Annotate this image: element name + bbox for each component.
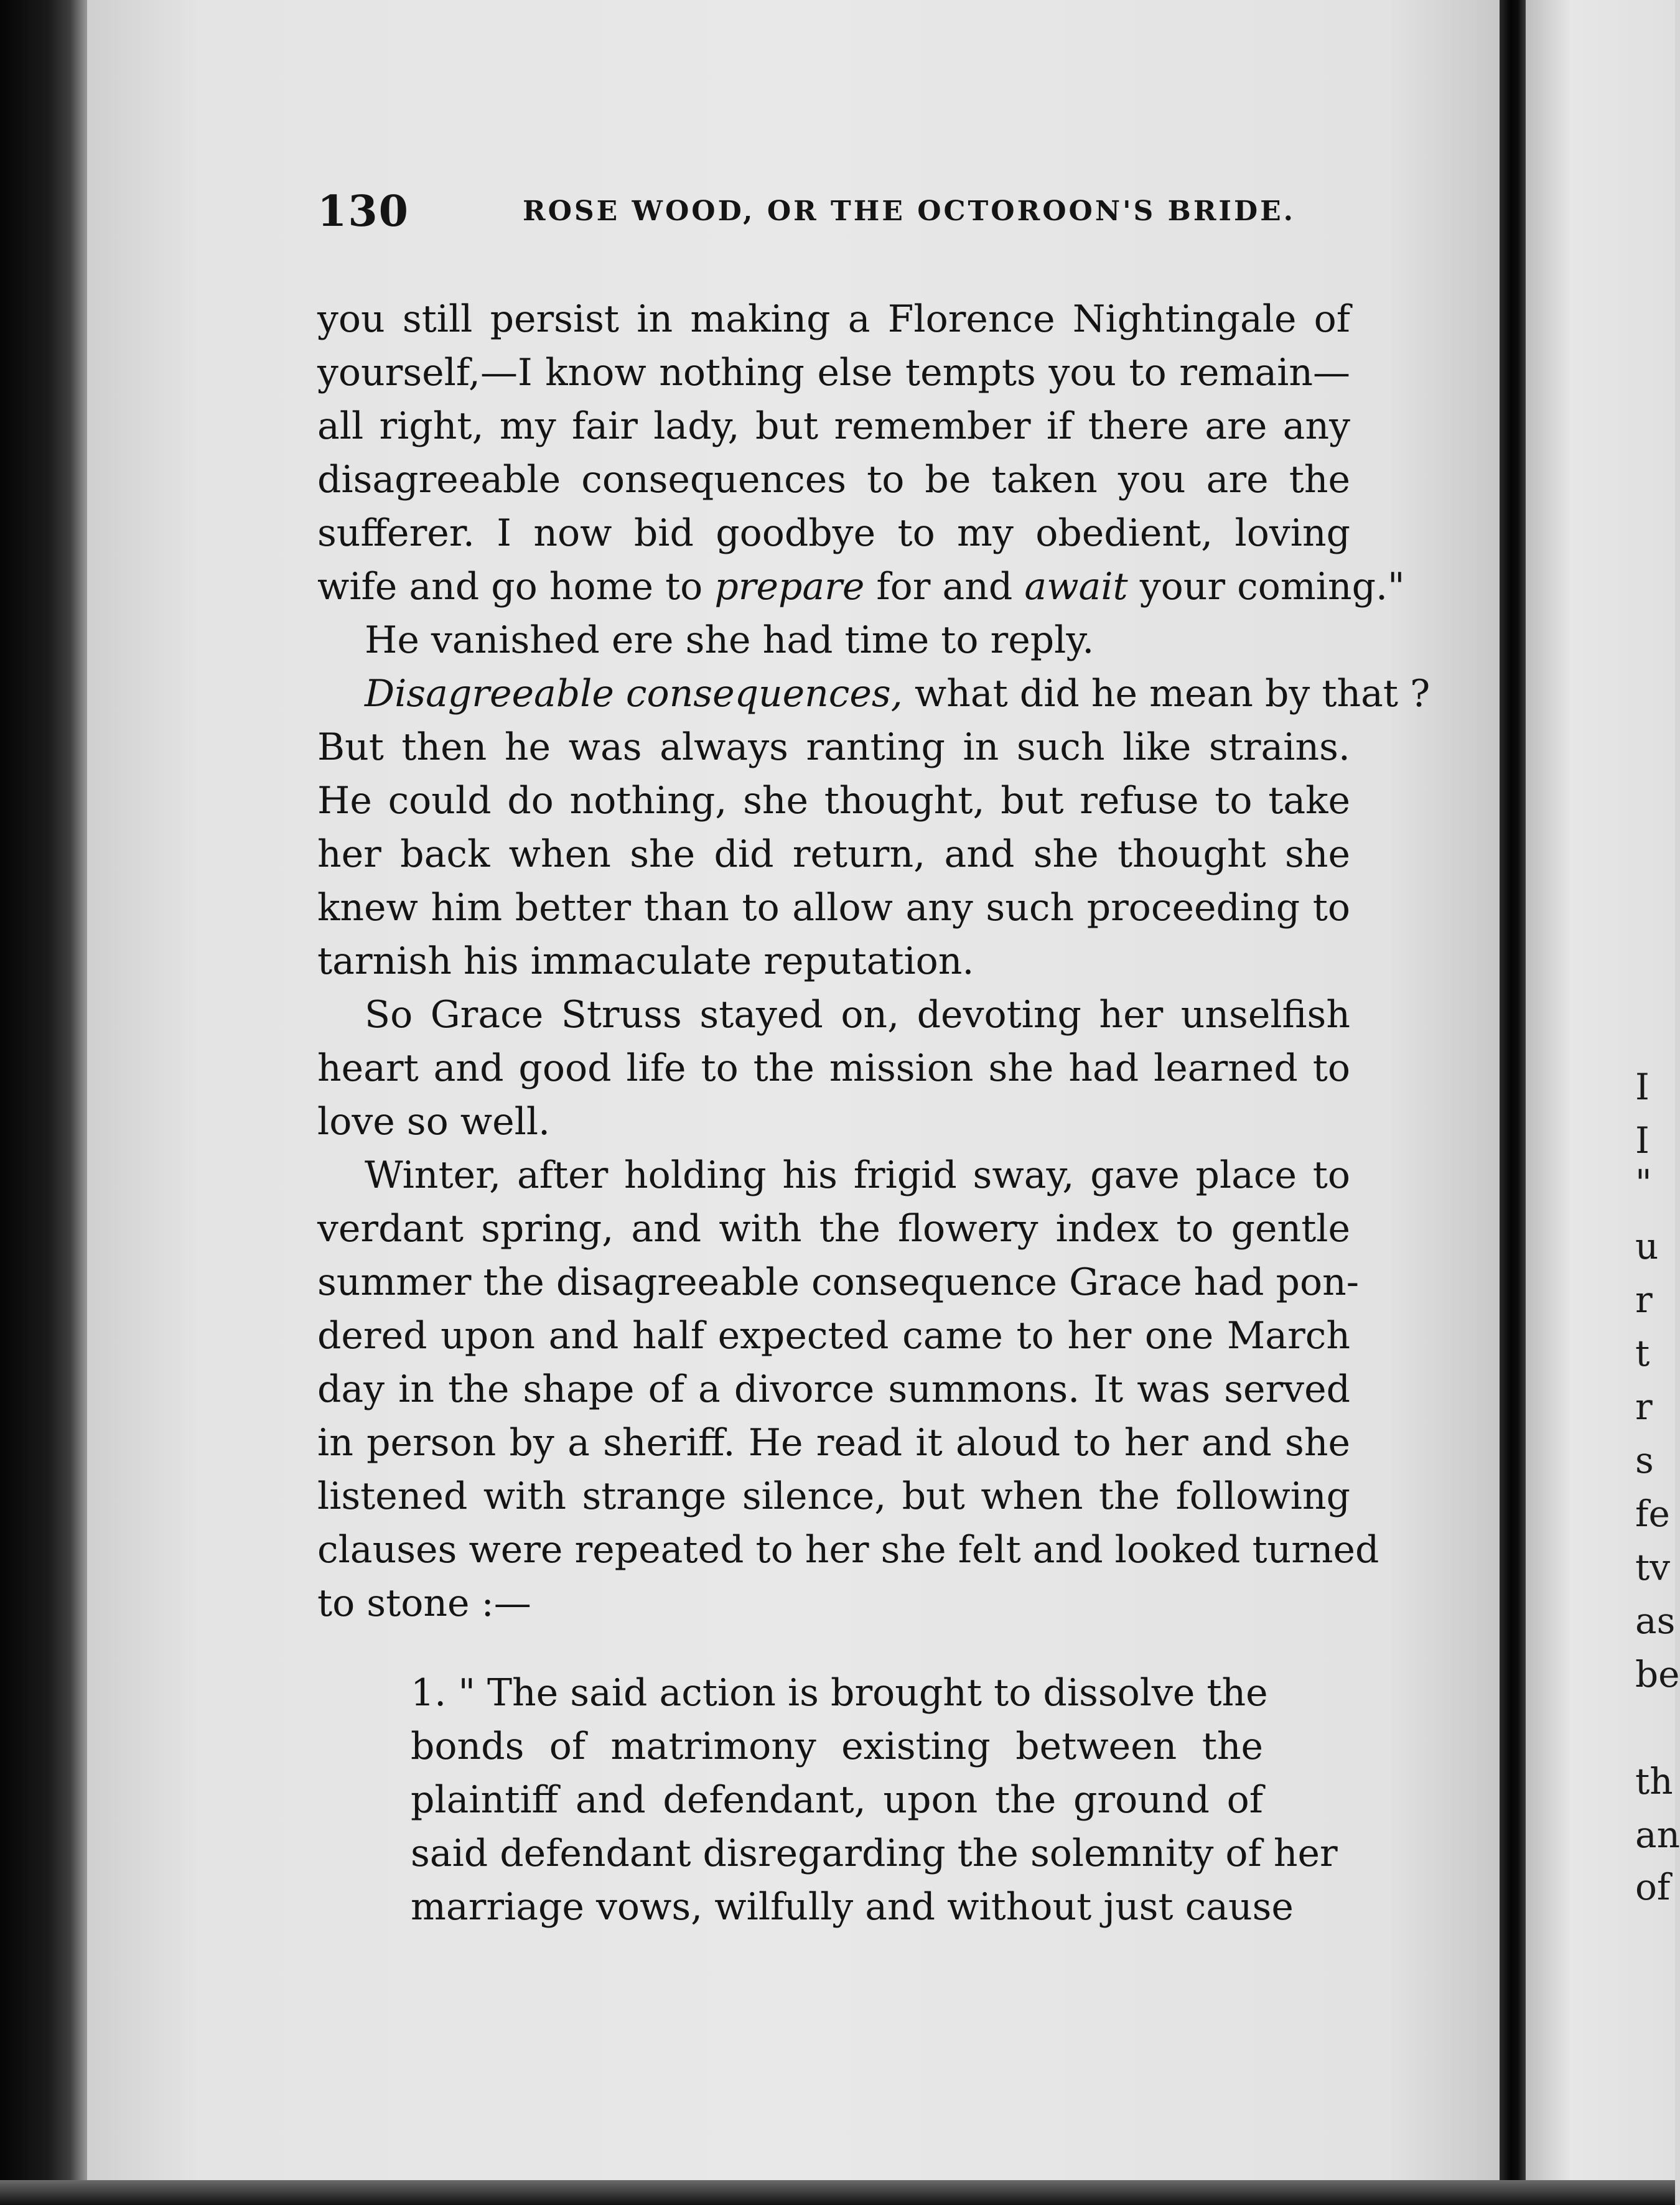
running-title: ROSE WOOD, OR THE OCTOROON'S BRIDE. <box>523 195 1295 227</box>
quote-line: 1. " The said action is brought to dissolve the <box>411 1671 1268 1715</box>
text-span: what did he mean by that ? <box>902 672 1430 716</box>
text-span: your coming." <box>1127 565 1405 608</box>
text-line: knew him better than to allow any such proceeding to <box>317 886 1350 930</box>
facing-fragment: tv <box>1635 1546 1671 1588</box>
text-span: wife and go home to <box>317 565 715 608</box>
facing-fragment: s <box>1635 1439 1654 1481</box>
facing-fragment: be <box>1635 1653 1680 1695</box>
text-line: listened with strange silence, but when the following <box>317 1475 1350 1518</box>
text-line-with-italics <box>317 560 1405 613</box>
facing-fragment: an <box>1635 1814 1680 1856</box>
facing-fragment: of <box>1635 1866 1671 1908</box>
text-line: He could do nothing, she thought, but refuse to take <box>317 779 1350 823</box>
quote-line: said defendant disregarding the solemnity of her <box>411 1832 1338 1875</box>
scan-edge-left <box>0 0 87 2205</box>
text-line: day in the shape of a divorce summons. It was served <box>317 1368 1350 1411</box>
text-line: to stone :— <box>317 1582 531 1625</box>
page-gutter <box>1500 0 1526 2180</box>
text-line: all right, my fair lady, but remember if there are any <box>317 404 1350 448</box>
facing-fragment: I <box>1635 1119 1650 1162</box>
text-line: verdant spring, and with the flowery index to gentle <box>317 1207 1350 1251</box>
text-line: disagreeable consequences to be taken you are the <box>317 458 1350 501</box>
facing-fragment: u <box>1635 1225 1659 1267</box>
scan-edge-bottom <box>0 2180 1675 2205</box>
quote-line: marriage vows, wilfully and without just cause <box>411 1885 1294 1929</box>
facing-fragment: th <box>1635 1760 1673 1802</box>
italic-word: prepare <box>714 565 865 608</box>
text-line: yourself,—I know nothing else tempts you to remain— <box>317 351 1350 394</box>
facing-fragment: " <box>1635 1162 1652 1204</box>
quote-line: bonds of matrimony existing between the <box>411 1725 1263 1768</box>
text-line: tarnish his immaculate reputation. <box>317 939 974 983</box>
text-line: Winter, after holding his frigid sway, gave place to <box>365 1154 1350 1197</box>
italic-phrase: Disagreeable consequences, <box>365 672 903 716</box>
page-header <box>317 187 1344 243</box>
text-span: for and <box>864 565 1025 608</box>
facing-fragment: t <box>1635 1332 1650 1374</box>
text-line: her back when she did return, and she thought she <box>317 832 1350 876</box>
text-line: heart and good life to the mission she had learned to <box>317 1047 1350 1090</box>
text-line: dered upon and half expected came to her one March <box>317 1314 1350 1358</box>
text-line: in person by a sheriff. He read it aloud to her and she <box>317 1421 1350 1465</box>
text-line: sufferer. I now bid goodbye to my obedient, loving <box>317 511 1350 555</box>
facing-fragment: fe <box>1635 1493 1670 1535</box>
text-line: But then he was always ranting in such like strains. <box>317 725 1350 769</box>
facing-fragment: I <box>1635 1066 1650 1108</box>
text-line-with-italics <box>365 667 1430 720</box>
italic-word: await <box>1024 565 1128 608</box>
text-line: summer the disagreeable consequence Grace had pon- <box>317 1261 1359 1304</box>
text-line: you still persist in making a Florence Nightingale of <box>317 297 1350 341</box>
page-number: 130 <box>317 187 409 236</box>
quote-line: plaintiff and defendant, upon the ground of <box>411 1778 1263 1822</box>
facing-page-fragment <box>1526 0 1680 2180</box>
facing-fragment: r <box>1635 1279 1653 1321</box>
text-line: clauses were repeated to her she felt and looked turned <box>317 1528 1379 1572</box>
facing-fragment: r <box>1635 1386 1653 1428</box>
text-line: love so well. <box>317 1100 551 1144</box>
text-line: He vanished ere she had time to reply. <box>365 618 1094 662</box>
facing-fragment: as <box>1635 1600 1676 1642</box>
text-line: So Grace Struss stayed on, devoting her unselfish <box>365 993 1350 1037</box>
